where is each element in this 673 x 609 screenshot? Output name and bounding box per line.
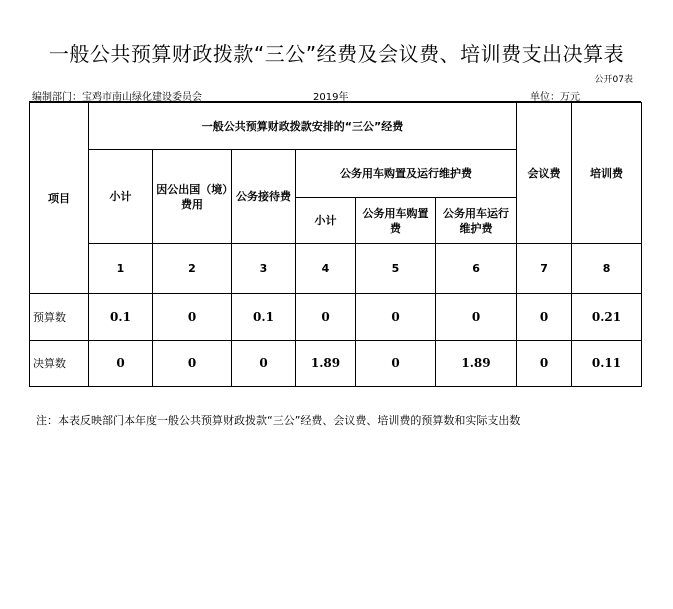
table-cell: 0 — [296, 294, 356, 341]
table-cell: 0.21 — [572, 294, 642, 341]
header-vehicle-purchase: 公务用车购置费 — [356, 198, 436, 244]
col-number: 8 — [572, 244, 642, 294]
table-cell: 0.1 — [232, 294, 296, 341]
table-cell: 0 — [517, 294, 572, 341]
header-vehicle-operation: 公务用车运行维护费 — [436, 198, 517, 244]
col-number: 1 — [89, 244, 153, 294]
col-number: 5 — [356, 244, 436, 294]
header-item: 项目 — [30, 103, 89, 294]
row-label: 决算数 — [30, 341, 89, 387]
footnote: 注：本表反映部门本年度一般公共预算财政拨款“三公”经费、会议费、培训费的预算数和实际支出数 — [36, 414, 521, 427]
header-reception: 公务接待费 — [232, 150, 296, 244]
col-number: 6 — [436, 244, 517, 294]
table-cell: 0 — [356, 294, 436, 341]
col-number: 3 — [232, 244, 296, 294]
header-meeting: 会议费 — [517, 103, 572, 244]
header-sangong-group: 一般公共预算财政拨款安排的“三公”经费 — [89, 103, 517, 150]
table-cell: 0.1 — [89, 294, 153, 341]
form-number: 公开07表 — [594, 75, 633, 85]
header-vehicle-subtotal: 小计 — [296, 198, 356, 244]
header-training: 培训费 — [572, 103, 642, 244]
table-cell: 0.11 — [572, 341, 642, 387]
col-number: 2 — [153, 244, 232, 294]
table-cell: 1.89 — [296, 341, 356, 387]
table-row-budget — [30, 294, 642, 341]
unit-label: 单位：万元 — [530, 92, 580, 103]
table-cell: 0 — [436, 294, 517, 341]
table-cell: 0 — [89, 341, 153, 387]
table-cell: 1.89 — [436, 341, 517, 387]
report-year: 2019年 — [313, 92, 349, 103]
table-cell: 0 — [517, 341, 572, 387]
table-cell: 0 — [153, 341, 232, 387]
header-vehicle-group: 公务用车购置及运行维护费 — [296, 150, 517, 198]
header-subtotal: 小计 — [89, 150, 153, 244]
header-abroad: 因公出国（境）费用 — [153, 150, 232, 244]
table-cell: 0 — [356, 341, 436, 387]
report-title: 一般公共预算财政拨款“三公”经费及会议费、培训费支出决算表 — [48, 42, 625, 66]
table-cell: 0 — [232, 341, 296, 387]
row-label: 预算数 — [30, 294, 89, 341]
col-number: 4 — [296, 244, 356, 294]
col-number: 7 — [517, 244, 572, 294]
compiling-department: 编制部门：宝鸡市南山绿化建设委员会 — [32, 92, 202, 103]
table-cell: 0 — [153, 294, 232, 341]
table-row-actual — [30, 341, 642, 387]
expense-table — [29, 102, 642, 387]
